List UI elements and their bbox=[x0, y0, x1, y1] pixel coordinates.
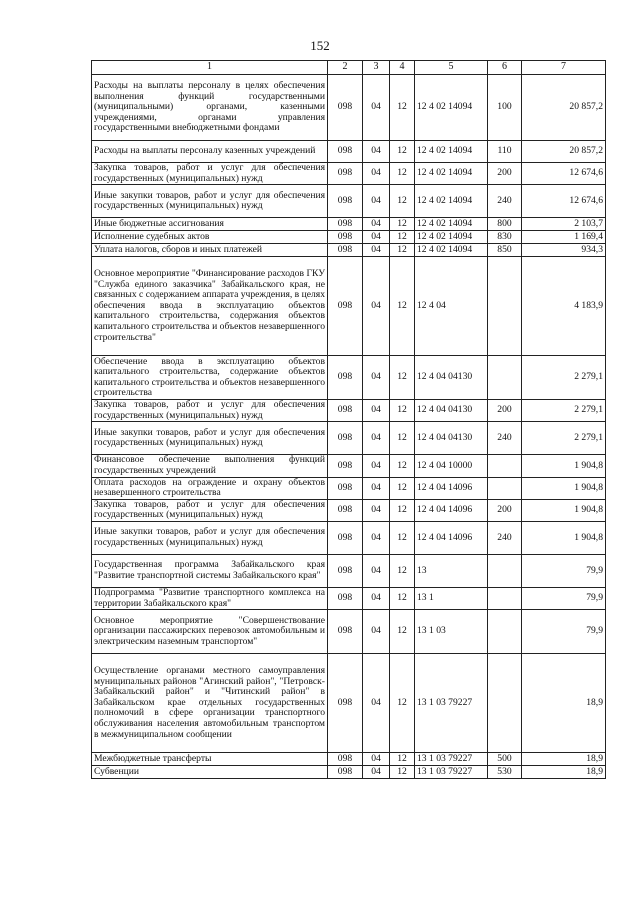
row-target-code: 12 4 04 04130 bbox=[415, 422, 488, 455]
table-row bbox=[92, 587, 606, 609]
row-name: Подпрограмма "Развитие транспортного комплекса на территории Забайкальского края" bbox=[92, 587, 328, 609]
column-header: 5 bbox=[415, 61, 488, 75]
row-subsection-code: 12 bbox=[390, 753, 415, 766]
row-expense-type bbox=[488, 477, 522, 499]
row-section-code: 04 bbox=[363, 610, 390, 654]
row-expense-type: 800 bbox=[488, 218, 522, 231]
row-expense-type: 240 bbox=[488, 185, 522, 218]
row-chapter-code: 098 bbox=[328, 218, 363, 231]
row-amount: 1 904,8 bbox=[522, 521, 606, 554]
row-target-code: 12 4 02 14094 bbox=[415, 218, 488, 231]
row-section-code: 04 bbox=[363, 356, 390, 400]
table-row bbox=[92, 477, 606, 499]
table-row bbox=[92, 499, 606, 521]
table-row bbox=[92, 356, 606, 400]
row-chapter-code: 098 bbox=[328, 521, 363, 554]
row-section-code: 04 bbox=[363, 587, 390, 609]
row-amount: 2 103,7 bbox=[522, 218, 606, 231]
row-name: Финансовое обеспечение выполнения функций государственных учреждений bbox=[92, 455, 328, 477]
row-expense-type: 200 bbox=[488, 400, 522, 422]
row-name: Уплата налогов, сборов и иных платежей bbox=[92, 244, 328, 257]
table-row bbox=[92, 163, 606, 185]
row-subsection-code: 12 bbox=[390, 499, 415, 521]
row-target-code: 12 4 02 14094 bbox=[415, 141, 488, 163]
page-number: 152 bbox=[310, 38, 330, 53]
row-name: Межбюджетные трансферты bbox=[92, 753, 328, 766]
row-expense-type: 500 bbox=[488, 753, 522, 766]
row-chapter-code: 098 bbox=[328, 455, 363, 477]
row-name: Иные закупки товаров, работ и услуг для обеспечения государственных (муниципальных) нужд bbox=[92, 185, 328, 218]
row-name: Закупка товаров, работ и услуг для обеспечения государственных (муниципальных) нужд bbox=[92, 163, 328, 185]
row-chapter-code: 098 bbox=[328, 422, 363, 455]
row-target-code: 12 4 02 14094 bbox=[415, 244, 488, 257]
row-chapter-code: 098 bbox=[328, 257, 363, 356]
row-chapter-code: 098 bbox=[328, 400, 363, 422]
row-subsection-code: 12 bbox=[390, 455, 415, 477]
row-name: Оплата расходов на ограждение и охрану объектов незавершенного строительства bbox=[92, 477, 328, 499]
row-chapter-code: 098 bbox=[328, 231, 363, 244]
row-section-code: 04 bbox=[363, 499, 390, 521]
table-row bbox=[92, 455, 606, 477]
table-row bbox=[92, 610, 606, 654]
row-expense-type: 240 bbox=[488, 521, 522, 554]
row-amount: 2 279,1 bbox=[522, 400, 606, 422]
row-section-code: 04 bbox=[363, 753, 390, 766]
row-expense-type bbox=[488, 554, 522, 587]
row-name: Субвенции bbox=[92, 766, 328, 779]
row-amount: 12 674,6 bbox=[522, 163, 606, 185]
row-name: Исполнение судебных актов bbox=[92, 231, 328, 244]
table-row bbox=[92, 218, 606, 231]
column-header: 2 bbox=[328, 61, 363, 75]
row-target-code: 12 4 04 14096 bbox=[415, 499, 488, 521]
row-section-code: 04 bbox=[363, 185, 390, 218]
row-subsection-code: 12 bbox=[390, 356, 415, 400]
row-chapter-code: 098 bbox=[328, 163, 363, 185]
row-name: Закупка товаров, работ и услуг для обеспечения государственных (муниципальных) нужд bbox=[92, 499, 328, 521]
row-section-code: 04 bbox=[363, 218, 390, 231]
row-chapter-code: 098 bbox=[328, 554, 363, 587]
row-chapter-code: 098 bbox=[328, 499, 363, 521]
row-subsection-code: 12 bbox=[390, 610, 415, 654]
row-amount: 2 279,1 bbox=[522, 356, 606, 400]
row-target-code: 12 4 04 bbox=[415, 257, 488, 356]
header-row bbox=[92, 61, 606, 75]
row-subsection-code: 12 bbox=[390, 654, 415, 753]
row-name: Государственная программа Забайкальского края "Развитие транспортной системы Забайкальского края" bbox=[92, 554, 328, 587]
row-chapter-code: 098 bbox=[328, 753, 363, 766]
row-target-code: 12 4 02 14094 bbox=[415, 75, 488, 141]
row-subsection-code: 12 bbox=[390, 244, 415, 257]
row-subsection-code: 12 bbox=[390, 766, 415, 779]
row-section-code: 04 bbox=[363, 244, 390, 257]
table-row bbox=[92, 554, 606, 587]
row-target-code: 12 4 04 04130 bbox=[415, 356, 488, 400]
row-chapter-code: 098 bbox=[328, 141, 363, 163]
column-header: 7 bbox=[522, 61, 606, 75]
row-expense-type: 200 bbox=[488, 163, 522, 185]
row-expense-type: 110 bbox=[488, 141, 522, 163]
row-amount: 1 169,4 bbox=[522, 231, 606, 244]
row-target-code: 13 1 03 79227 bbox=[415, 753, 488, 766]
row-expense-type: 850 bbox=[488, 244, 522, 257]
row-name: Закупка товаров, работ и услуг для обеспечения государственных (муниципальных) нужд bbox=[92, 400, 328, 422]
row-chapter-code: 098 bbox=[328, 185, 363, 218]
row-amount: 1 904,8 bbox=[522, 499, 606, 521]
row-target-code: 12 4 04 10000 bbox=[415, 455, 488, 477]
row-subsection-code: 12 bbox=[390, 521, 415, 554]
row-name: Иные бюджетные ассигнования bbox=[92, 218, 328, 231]
row-name: Обеспечение ввода в эксплуатацию объектов капитального строительства, содержание объектов капитального строительства и объектов незавершенного строительства bbox=[92, 356, 328, 400]
row-expense-type: 100 bbox=[488, 75, 522, 141]
row-chapter-code: 098 bbox=[328, 356, 363, 400]
row-expense-type bbox=[488, 455, 522, 477]
column-header: 1 bbox=[92, 61, 328, 75]
row-expense-type: 830 bbox=[488, 231, 522, 244]
row-amount: 1 904,8 bbox=[522, 455, 606, 477]
row-target-code: 12 4 02 14094 bbox=[415, 163, 488, 185]
row-subsection-code: 12 bbox=[390, 587, 415, 609]
row-name: Основное мероприятие "Совершенствование организации пассажирских перевозок автомобильным и электрическим наземным транспортом" bbox=[92, 610, 328, 654]
column-header: 3 bbox=[363, 61, 390, 75]
row-target-code: 13 1 bbox=[415, 587, 488, 609]
row-target-code: 13 1 03 bbox=[415, 610, 488, 654]
row-section-code: 04 bbox=[363, 477, 390, 499]
row-section-code: 04 bbox=[363, 163, 390, 185]
row-section-code: 04 bbox=[363, 654, 390, 753]
row-section-code: 04 bbox=[363, 75, 390, 141]
row-subsection-code: 12 bbox=[390, 554, 415, 587]
row-section-code: 04 bbox=[363, 521, 390, 554]
row-expense-type: 240 bbox=[488, 422, 522, 455]
row-section-code: 04 bbox=[363, 400, 390, 422]
row-subsection-code: 12 bbox=[390, 257, 415, 356]
row-chapter-code: 098 bbox=[328, 587, 363, 609]
row-amount: 2 279,1 bbox=[522, 422, 606, 455]
row-section-code: 04 bbox=[363, 257, 390, 356]
row-target-code: 12 4 04 14096 bbox=[415, 477, 488, 499]
row-section-code: 04 bbox=[363, 766, 390, 779]
row-amount: 20 857,2 bbox=[522, 141, 606, 163]
table-row bbox=[92, 766, 606, 779]
row-subsection-code: 12 bbox=[390, 422, 415, 455]
row-amount: 79,9 bbox=[522, 554, 606, 587]
column-header: 4 bbox=[390, 61, 415, 75]
row-amount: 1 904,8 bbox=[522, 477, 606, 499]
row-chapter-code: 098 bbox=[328, 244, 363, 257]
row-expense-type: 200 bbox=[488, 499, 522, 521]
row-amount: 79,9 bbox=[522, 587, 606, 609]
row-target-code: 13 bbox=[415, 554, 488, 587]
row-name: Расходы на выплаты персоналу в целях обеспечения выполнения функций государственными (муниципальными) органами, казенными учреждениями, органами управления государственными внебюджетными фондами bbox=[92, 75, 328, 141]
row-amount: 20 857,2 bbox=[522, 75, 606, 141]
row-amount: 12 674,6 bbox=[522, 185, 606, 218]
table-row bbox=[92, 400, 606, 422]
row-target-code: 13 1 03 79227 bbox=[415, 766, 488, 779]
row-name: Осуществление органами местного самоуправления муниципальных районов "Агинский район", "Петровск-Забайкальский район" и "Читинский район" в Забайкальском крае отдельных государственных полномочий в сфере организации транспортного обслуживания населения автомобильным транспортом в межмуниципальном сообщении bbox=[92, 654, 328, 753]
table-row bbox=[92, 257, 606, 356]
row-chapter-code: 098 bbox=[328, 610, 363, 654]
row-target-code: 13 1 03 79227 bbox=[415, 654, 488, 753]
row-subsection-code: 12 bbox=[390, 163, 415, 185]
row-expense-type bbox=[488, 654, 522, 753]
row-target-code: 12 4 02 14094 bbox=[415, 185, 488, 218]
row-expense-type bbox=[488, 587, 522, 609]
table-row bbox=[92, 521, 606, 554]
row-chapter-code: 098 bbox=[328, 766, 363, 779]
table-row bbox=[92, 244, 606, 257]
row-expense-type bbox=[488, 257, 522, 356]
row-amount: 18,9 bbox=[522, 753, 606, 766]
row-name: Расходы на выплаты персоналу казенных учреждений bbox=[92, 141, 328, 163]
row-target-code: 12 4 04 14096 bbox=[415, 521, 488, 554]
row-subsection-code: 12 bbox=[390, 75, 415, 141]
column-header: 6 bbox=[488, 61, 522, 75]
row-chapter-code: 098 bbox=[328, 654, 363, 753]
row-subsection-code: 12 bbox=[390, 218, 415, 231]
row-section-code: 04 bbox=[363, 455, 390, 477]
row-expense-type bbox=[488, 610, 522, 654]
row-name: Иные закупки товаров, работ и услуг для обеспечения государственных (муниципальных) нужд bbox=[92, 521, 328, 554]
row-target-code: 12 4 04 04130 bbox=[415, 400, 488, 422]
row-subsection-code: 12 bbox=[390, 185, 415, 218]
table-row bbox=[92, 185, 606, 218]
table-row bbox=[92, 231, 606, 244]
row-amount: 18,9 bbox=[522, 654, 606, 753]
row-section-code: 04 bbox=[363, 231, 390, 244]
row-section-code: 04 bbox=[363, 422, 390, 455]
budget-table bbox=[91, 60, 606, 779]
table-row bbox=[92, 753, 606, 766]
row-expense-type bbox=[488, 356, 522, 400]
row-subsection-code: 12 bbox=[390, 477, 415, 499]
row-amount: 79,9 bbox=[522, 610, 606, 654]
row-expense-type: 530 bbox=[488, 766, 522, 779]
row-name: Основное мероприятие "Финансирование расходов ГКУ "Служба единого заказчика" Забайкальского края, не связанных с содержанием аппарата учреждения, в целях обеспечения ввода в эксплуатацию объектов капитального строительства, содержания объектов капитального строительства и объектов незавершенного строительства" bbox=[92, 257, 328, 356]
table-row bbox=[92, 75, 606, 141]
row-chapter-code: 098 bbox=[328, 477, 363, 499]
row-section-code: 04 bbox=[363, 141, 390, 163]
row-amount: 18,9 bbox=[522, 766, 606, 779]
table-row bbox=[92, 141, 606, 163]
row-amount: 934,3 bbox=[522, 244, 606, 257]
row-target-code: 12 4 02 14094 bbox=[415, 231, 488, 244]
row-subsection-code: 12 bbox=[390, 400, 415, 422]
row-section-code: 04 bbox=[363, 554, 390, 587]
row-amount: 4 183,9 bbox=[522, 257, 606, 356]
table-row bbox=[92, 422, 606, 455]
row-subsection-code: 12 bbox=[390, 141, 415, 163]
row-subsection-code: 12 bbox=[390, 231, 415, 244]
row-name: Иные закупки товаров, работ и услуг для обеспечения государственных (муниципальных) нужд bbox=[92, 422, 328, 455]
row-chapter-code: 098 bbox=[328, 75, 363, 141]
table-row bbox=[92, 654, 606, 753]
